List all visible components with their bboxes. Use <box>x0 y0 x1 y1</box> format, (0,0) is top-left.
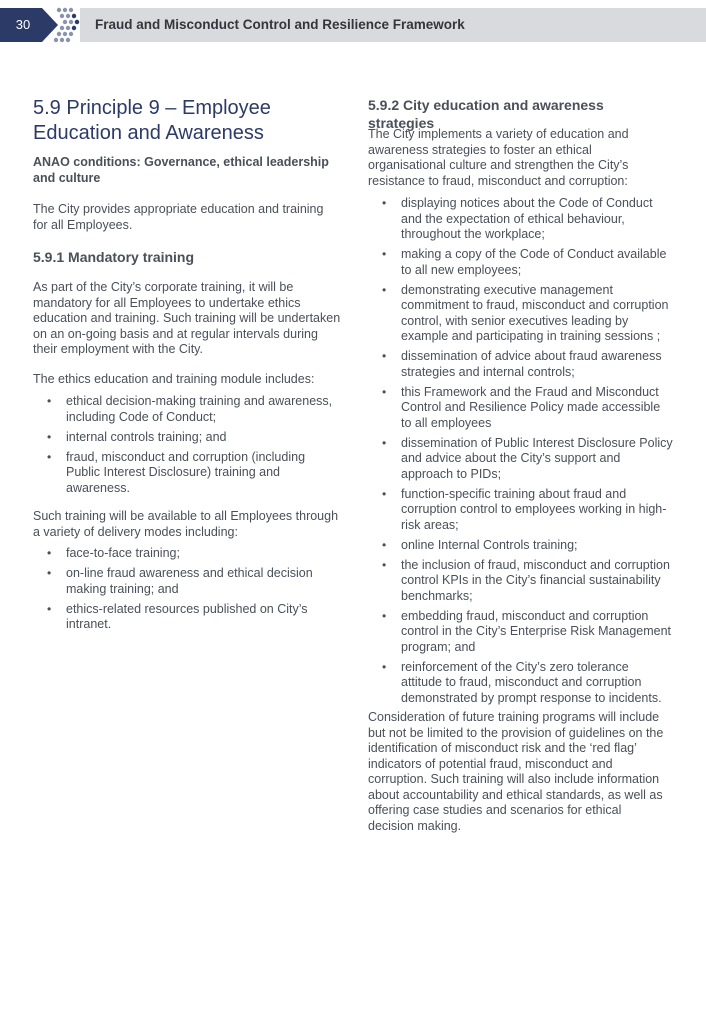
list-item: • reinforcement of the City’s zero tolerance attitude to fraud, misconduct and corruption demonstrated by prompt response to incidents. <box>382 659 662 705</box>
list-item: • embedding fraud, misconduct and corruption control in the City’s Enterprise Risk Management program; and <box>382 608 672 654</box>
list-item: • fraud, misconduct and corruption (including Public Interest Disclosure) training and awareness. <box>47 449 306 495</box>
mandatory-training-paragraph: As part of the City’s corporate training, it will be mandatory for all Employees to undertake ethics education and training. Such training will be undertaken on an on-going basis and at regular intervals during their employment with the City. <box>33 280 341 356</box>
strategies-list <box>368 196 673 711</box>
awareness-strategies-heading: 5.9.2 City education and awareness strategies <box>368 97 604 131</box>
intro-paragraph: The City provides appropriate education and training for all Employees. <box>33 202 324 232</box>
list-item: • online Internal Controls training; <box>382 537 578 552</box>
document-title: Fraud and Misconduct Control and Resilience Framework <box>95 17 465 32</box>
module-intro: The ethics education and training module includes: <box>33 372 315 386</box>
list-item: • the inclusion of fraud, misconduct and corruption control KPIs in the City’s financial sustainability benchmarks; <box>382 557 670 603</box>
list-item: • ethical decision-making training and awareness, including Code of Conduct; <box>47 394 333 424</box>
list-item: • displaying notices about the Code of Conduct and the expectation of ethical behaviour, throughout the workplace; <box>382 196 653 241</box>
mandatory-training-heading: 5.9.1 Mandatory training <box>33 249 195 265</box>
list-item: • internal controls training; and <box>47 429 227 444</box>
list-item: • dissemination of Public Interest Disclosure Policy and advice about the City’s support and approach to PIDs; <box>382 435 673 481</box>
list-item: • dissemination of advice about fraud awareness strategies and internal controls; <box>382 349 662 379</box>
closing-paragraph: Consideration of future training programs will include but not be limited to the provision of guidelines on the identification of misconduct risk and the ‘red flag’ indicators of potential fraud, misconduct and corruption. Such training will also include information about accountability and ethical standards, as well as offering case studies and scenarios for ethical decision making. <box>368 710 664 833</box>
list-item: • making a copy of the Code of Conduct available to all new employees; <box>382 247 667 277</box>
page-header <box>0 8 706 42</box>
list-item: • ethics-related resources published on City’s intranet. <box>47 601 308 631</box>
anao-conditions: ANAO conditions: Governance, ethical leadership and culture <box>33 155 329 185</box>
strategies-intro: The City implements a variety of education and awareness strategies to foster an ethical organisational culture and strengthen the City’s resistance to fraud, misconduct and corruption: <box>368 127 629 188</box>
delivery-list <box>33 546 338 637</box>
page-number: 30 <box>0 8 42 42</box>
section-heading: 5.9 Principle 9 – Employee Education and Awareness <box>33 97 271 144</box>
list-item: • demonstrating executive management commitment to fraud, misconduct and corruption control, with senior executives leading by example and participating in training sessions ; <box>382 282 669 343</box>
list-item: • this Framework and the Fraud and Misconduct Control and Resilience Policy made accessible to all employees <box>382 384 661 430</box>
delivery-intro: Such training will be available to all Employees through a variety of delivery modes including: <box>33 509 339 539</box>
list-item: • function-specific training about fraud and corruption control to employees working in high-risk areas; <box>382 486 667 532</box>
dot-pattern-icon <box>45 7 81 43</box>
list-item: • on-line fraud awareness and ethical decision making training; and <box>47 566 313 596</box>
module-list <box>33 394 338 501</box>
list-item: • face-to-face training; <box>47 546 180 560</box>
